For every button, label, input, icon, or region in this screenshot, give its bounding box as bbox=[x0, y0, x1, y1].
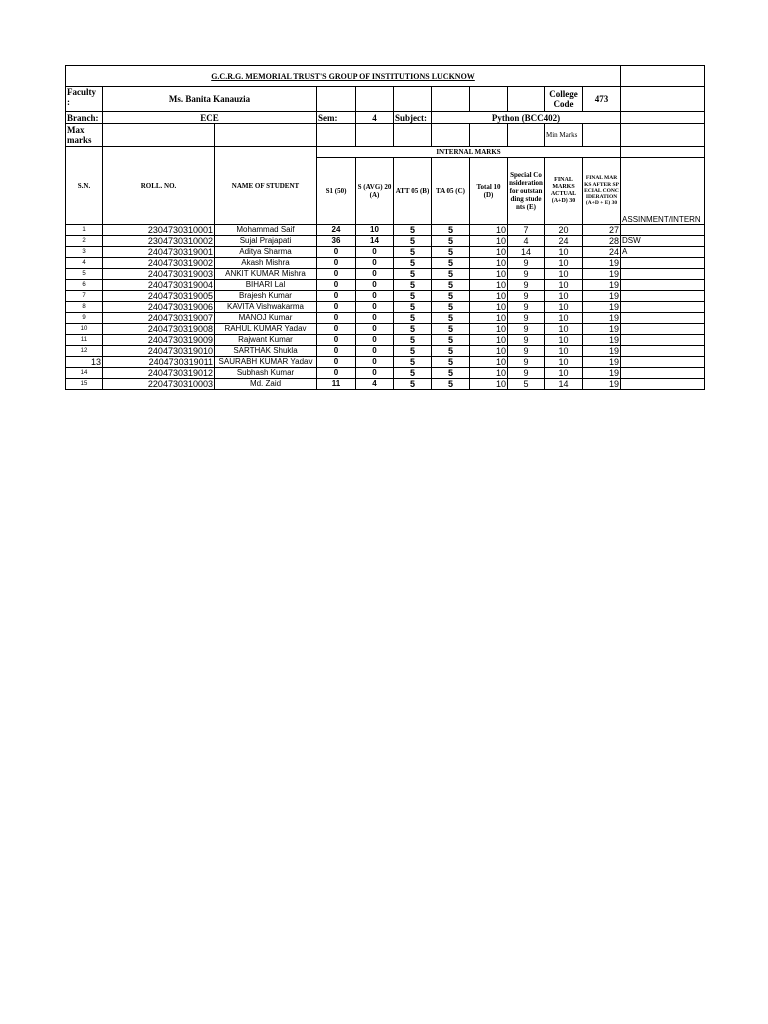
total-marks: 10 bbox=[470, 258, 508, 269]
roll-no: 2404730319007 bbox=[103, 313, 215, 324]
sn: 4 bbox=[66, 258, 103, 269]
final-after: 24 bbox=[583, 247, 621, 258]
sn: 11 bbox=[66, 335, 103, 346]
total-marks: 10 bbox=[470, 247, 508, 258]
subject-label: Subject: bbox=[394, 112, 432, 124]
student-name: SAURABH KUMAR Yadav bbox=[215, 357, 317, 368]
internal-marks-label: INTERNAL MARKS bbox=[317, 147, 621, 158]
att-marks: 5 bbox=[394, 302, 432, 313]
total-marks: 10 bbox=[470, 346, 508, 357]
ta-marks: 5 bbox=[432, 225, 470, 236]
table-row bbox=[66, 280, 705, 291]
att-marks: 5 bbox=[394, 236, 432, 247]
note: A bbox=[621, 247, 705, 258]
s1-marks: 0 bbox=[317, 302, 356, 313]
s-avg-marks: 0 bbox=[356, 302, 394, 313]
table-row bbox=[66, 302, 705, 313]
special-marks: 9 bbox=[508, 368, 545, 379]
final-after: 27 bbox=[583, 225, 621, 236]
col-extra: ASSINMENT/INTERN bbox=[621, 158, 705, 225]
ta-marks: 5 bbox=[432, 280, 470, 291]
student-name: Brajesh Kumar bbox=[215, 291, 317, 302]
s1-marks: 0 bbox=[317, 357, 356, 368]
final-actual: 10 bbox=[545, 335, 583, 346]
total-marks: 10 bbox=[470, 236, 508, 247]
s-avg-marks: 0 bbox=[356, 247, 394, 258]
college-code: 473 bbox=[583, 87, 621, 112]
att-marks: 5 bbox=[394, 324, 432, 335]
note bbox=[621, 313, 705, 324]
s-avg-marks: 0 bbox=[356, 324, 394, 335]
special-marks: 4 bbox=[508, 236, 545, 247]
note: DSW bbox=[621, 236, 705, 247]
final-after: 19 bbox=[583, 346, 621, 357]
final-actual: 10 bbox=[545, 269, 583, 280]
s-avg-marks: 0 bbox=[356, 346, 394, 357]
roll-no: 2404730319001 bbox=[103, 247, 215, 258]
s1-marks: 11 bbox=[317, 379, 356, 390]
final-after: 19 bbox=[583, 269, 621, 280]
min-marks-label: Min Marks bbox=[545, 124, 583, 147]
att-marks: 5 bbox=[394, 313, 432, 324]
final-after: 19 bbox=[583, 357, 621, 368]
final-after: 19 bbox=[583, 313, 621, 324]
student-name: Sujal Prajapati bbox=[215, 236, 317, 247]
att-marks: 5 bbox=[394, 291, 432, 302]
sem-label: Sem: bbox=[317, 112, 356, 124]
roll-no: 2404730319005 bbox=[103, 291, 215, 302]
s-avg-marks: 0 bbox=[356, 335, 394, 346]
special-marks: 9 bbox=[508, 324, 545, 335]
final-actual: 10 bbox=[545, 302, 583, 313]
ta-marks: 5 bbox=[432, 236, 470, 247]
total-marks: 10 bbox=[470, 357, 508, 368]
note bbox=[621, 258, 705, 269]
sn: 14 bbox=[66, 368, 103, 379]
student-name: SARTHAK Shukla bbox=[215, 346, 317, 357]
s-avg-marks: 0 bbox=[356, 357, 394, 368]
att-marks: 5 bbox=[394, 280, 432, 291]
table-row bbox=[66, 324, 705, 335]
total-marks: 10 bbox=[470, 313, 508, 324]
table-row bbox=[66, 236, 705, 247]
note bbox=[621, 302, 705, 313]
roll-no: 2404730319012 bbox=[103, 368, 215, 379]
student-name: Mohammad Saif bbox=[215, 225, 317, 236]
s-avg-marks: 10 bbox=[356, 225, 394, 236]
faculty-name: Ms. Banita Kanauzia bbox=[103, 87, 317, 112]
note bbox=[621, 324, 705, 335]
student-name: Akash Mishra bbox=[215, 258, 317, 269]
ta-marks: 5 bbox=[432, 357, 470, 368]
sn: 9 bbox=[66, 313, 103, 324]
note bbox=[621, 379, 705, 390]
sn: 15 bbox=[66, 379, 103, 390]
sn: 2 bbox=[66, 236, 103, 247]
sn: 6 bbox=[66, 280, 103, 291]
table-row bbox=[66, 247, 705, 258]
table-row bbox=[66, 291, 705, 302]
ta-marks: 5 bbox=[432, 324, 470, 335]
roll-no: 2404730319010 bbox=[103, 346, 215, 357]
s1-marks: 0 bbox=[317, 291, 356, 302]
att-marks: 5 bbox=[394, 335, 432, 346]
final-after: 19 bbox=[583, 258, 621, 269]
ta-marks: 5 bbox=[432, 247, 470, 258]
s-avg-marks: 4 bbox=[356, 379, 394, 390]
s-avg-marks: 0 bbox=[356, 269, 394, 280]
s1-marks: 0 bbox=[317, 368, 356, 379]
sn: 13 bbox=[66, 357, 103, 368]
ta-marks: 5 bbox=[432, 335, 470, 346]
student-name: Rajwant Kumar bbox=[215, 335, 317, 346]
special-marks: 14 bbox=[508, 247, 545, 258]
s-avg-marks: 0 bbox=[356, 368, 394, 379]
total-marks: 10 bbox=[470, 291, 508, 302]
col-total: Total 10 (D) bbox=[470, 158, 508, 225]
student-name: KAVITA Vishwakarma bbox=[215, 302, 317, 313]
total-marks: 10 bbox=[470, 379, 508, 390]
marks-sheet bbox=[65, 65, 704, 390]
table-row bbox=[66, 379, 705, 390]
total-marks: 10 bbox=[470, 368, 508, 379]
s1-marks: 24 bbox=[317, 225, 356, 236]
sn: 5 bbox=[66, 269, 103, 280]
s-avg-marks: 0 bbox=[356, 258, 394, 269]
col-name: NAME OF STUDENT bbox=[215, 147, 317, 225]
special-marks: 9 bbox=[508, 335, 545, 346]
institution-title: G.C.R.G. MEMORIAL TRUST'S GROUP OF INSTITUTIONS LUCKNOW bbox=[66, 66, 621, 87]
student-name: Md. Zaid bbox=[215, 379, 317, 390]
ta-marks: 5 bbox=[432, 302, 470, 313]
subject-value: Python (BCC402) bbox=[432, 112, 621, 124]
s1-marks: 0 bbox=[317, 313, 356, 324]
special-marks: 9 bbox=[508, 280, 545, 291]
s1-marks: 0 bbox=[317, 280, 356, 291]
s1-marks: 0 bbox=[317, 335, 356, 346]
total-marks: 10 bbox=[470, 269, 508, 280]
s1-marks: 36 bbox=[317, 236, 356, 247]
final-after: 19 bbox=[583, 379, 621, 390]
roll-no: 2404730319008 bbox=[103, 324, 215, 335]
col-s1: S1 (50) bbox=[317, 158, 356, 225]
special-marks: 9 bbox=[508, 258, 545, 269]
final-actual: 10 bbox=[545, 368, 583, 379]
table-row bbox=[66, 313, 705, 324]
roll-no: 2204730310003 bbox=[103, 379, 215, 390]
table-row bbox=[66, 269, 705, 280]
final-actual: 10 bbox=[545, 258, 583, 269]
s1-marks: 0 bbox=[317, 269, 356, 280]
special-marks: 9 bbox=[508, 346, 545, 357]
student-name: RAHUL KUMAR Yadav bbox=[215, 324, 317, 335]
sn: 7 bbox=[66, 291, 103, 302]
col-final-actual: FINAL MARKS ACTUAL (A+D) 30 bbox=[545, 158, 583, 225]
att-marks: 5 bbox=[394, 225, 432, 236]
ta-marks: 5 bbox=[432, 258, 470, 269]
note bbox=[621, 280, 705, 291]
student-name: MANOJ Kumar bbox=[215, 313, 317, 324]
ta-marks: 5 bbox=[432, 379, 470, 390]
sn: 10 bbox=[66, 324, 103, 335]
student-name: Subhash Kumar bbox=[215, 368, 317, 379]
s-avg-marks: 0 bbox=[356, 291, 394, 302]
sn: 1 bbox=[66, 225, 103, 236]
total-marks: 10 bbox=[470, 335, 508, 346]
att-marks: 5 bbox=[394, 269, 432, 280]
att-marks: 5 bbox=[394, 258, 432, 269]
col-s-avg: S (AVG) 20 (A) bbox=[356, 158, 394, 225]
final-actual: 10 bbox=[545, 324, 583, 335]
final-after: 19 bbox=[583, 302, 621, 313]
att-marks: 5 bbox=[394, 247, 432, 258]
roll-no: 2404730319009 bbox=[103, 335, 215, 346]
marks-table bbox=[65, 65, 705, 390]
student-name: ANKIT KUMAR Mishra bbox=[215, 269, 317, 280]
final-after: 19 bbox=[583, 368, 621, 379]
s1-marks: 0 bbox=[317, 346, 356, 357]
special-marks: 9 bbox=[508, 357, 545, 368]
sn: 3 bbox=[66, 247, 103, 258]
final-after: 19 bbox=[583, 291, 621, 302]
s-avg-marks: 0 bbox=[356, 313, 394, 324]
col-roll: ROLL. NO. bbox=[103, 147, 215, 225]
branch-value: ECE bbox=[103, 112, 317, 124]
roll-no: 2404730319006 bbox=[103, 302, 215, 313]
table-row bbox=[66, 346, 705, 357]
roll-no: 2304730310002 bbox=[103, 236, 215, 247]
att-marks: 5 bbox=[394, 346, 432, 357]
total-marks: 10 bbox=[470, 302, 508, 313]
note bbox=[621, 368, 705, 379]
att-marks: 5 bbox=[394, 368, 432, 379]
col-ta: TA 05 (C) bbox=[432, 158, 470, 225]
special-marks: 9 bbox=[508, 302, 545, 313]
sem-value: 4 bbox=[356, 112, 394, 124]
table-row bbox=[66, 357, 705, 368]
final-actual: 10 bbox=[545, 357, 583, 368]
final-actual: 10 bbox=[545, 280, 583, 291]
final-actual: 24 bbox=[545, 236, 583, 247]
student-name: Aditya Sharma bbox=[215, 247, 317, 258]
total-marks: 10 bbox=[470, 225, 508, 236]
col-special: Special Consideration for outstanding students (E) bbox=[508, 158, 545, 225]
special-marks: 5 bbox=[508, 379, 545, 390]
table-row bbox=[66, 335, 705, 346]
max-marks-label: Max marks bbox=[66, 124, 103, 147]
total-marks: 10 bbox=[470, 324, 508, 335]
ta-marks: 5 bbox=[432, 346, 470, 357]
note bbox=[621, 357, 705, 368]
final-after: 19 bbox=[583, 280, 621, 291]
special-marks: 9 bbox=[508, 269, 545, 280]
s1-marks: 0 bbox=[317, 324, 356, 335]
note bbox=[621, 269, 705, 280]
roll-no: 2404730319004 bbox=[103, 280, 215, 291]
table-row bbox=[66, 225, 705, 236]
ta-marks: 5 bbox=[432, 269, 470, 280]
sn: 12 bbox=[66, 346, 103, 357]
final-actual: 10 bbox=[545, 346, 583, 357]
special-marks: 9 bbox=[508, 291, 545, 302]
roll-no: 2304730310001 bbox=[103, 225, 215, 236]
s1-marks: 0 bbox=[317, 258, 356, 269]
final-after: 19 bbox=[583, 324, 621, 335]
table-row bbox=[66, 368, 705, 379]
roll-no: 2404730319003 bbox=[103, 269, 215, 280]
ta-marks: 5 bbox=[432, 291, 470, 302]
s1-marks: 0 bbox=[317, 247, 356, 258]
roll-no: 2404730319011 bbox=[103, 357, 215, 368]
note bbox=[621, 346, 705, 357]
ta-marks: 5 bbox=[432, 368, 470, 379]
special-marks: 9 bbox=[508, 313, 545, 324]
final-after: 28 bbox=[583, 236, 621, 247]
note bbox=[621, 225, 705, 236]
table-row bbox=[66, 258, 705, 269]
s-avg-marks: 0 bbox=[356, 280, 394, 291]
branch-label: Branch: bbox=[66, 112, 103, 124]
final-actual: 20 bbox=[545, 225, 583, 236]
final-actual: 14 bbox=[545, 379, 583, 390]
note bbox=[621, 335, 705, 346]
final-actual: 10 bbox=[545, 313, 583, 324]
col-att: ATT 05 (B) bbox=[394, 158, 432, 225]
sn: 8 bbox=[66, 302, 103, 313]
special-marks: 7 bbox=[508, 225, 545, 236]
col-sn: S.N. bbox=[66, 147, 103, 225]
s-avg-marks: 14 bbox=[356, 236, 394, 247]
student-name: BIHARI Lal bbox=[215, 280, 317, 291]
faculty-label: Faculty : bbox=[66, 87, 103, 112]
final-actual: 10 bbox=[545, 291, 583, 302]
total-marks: 10 bbox=[470, 280, 508, 291]
roll-no: 2404730319002 bbox=[103, 258, 215, 269]
col-final-after: FINAL MARKS AFTER SPECIAL CONCIDERATION (A+D + E) 30 bbox=[583, 158, 621, 225]
ta-marks: 5 bbox=[432, 313, 470, 324]
final-after: 19 bbox=[583, 335, 621, 346]
att-marks: 5 bbox=[394, 357, 432, 368]
college-code-label: College Code bbox=[545, 87, 583, 112]
final-actual: 10 bbox=[545, 247, 583, 258]
note bbox=[621, 291, 705, 302]
att-marks: 5 bbox=[394, 379, 432, 390]
